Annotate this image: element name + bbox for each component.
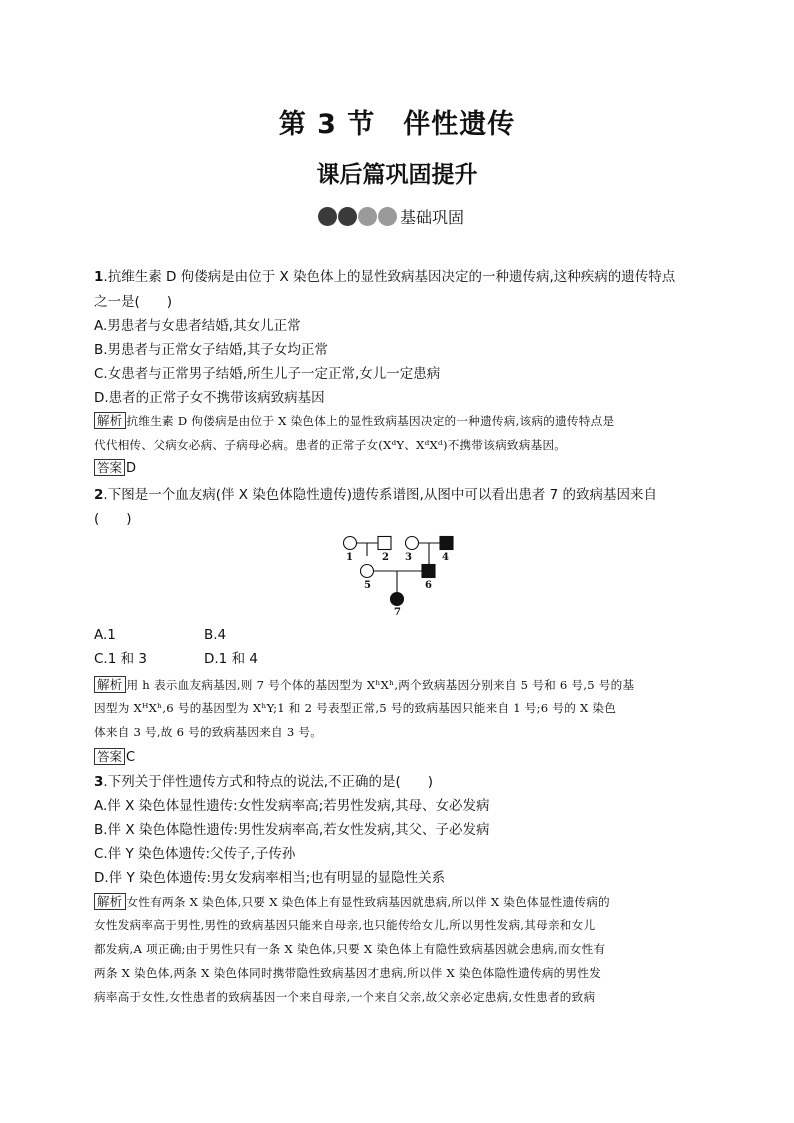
level-dot-icon <box>318 207 337 226</box>
answer-value: C <box>126 750 136 765</box>
answer-tag: 答案 <box>94 748 125 765</box>
answer-tag: 答案 <box>94 459 125 476</box>
question-text: .下图是一个血友病(伴 X 染色体隐性遗传)遗传系谱图,从图中可以看出患者 7 的致病基因来自 <box>103 487 658 503</box>
q1-option-c: C.女患者与正常男子结婚,所生儿子一定正常,女儿一定患病 <box>94 366 441 382</box>
q1-option-d: D.患者的正常子女不携带该病致病基因 <box>94 390 325 406</box>
q1-answer <box>94 459 136 477</box>
explanation-tag: 解析 <box>94 412 126 429</box>
pedigree-chart <box>336 532 466 616</box>
q3-explanation-line: 解析 女性有两条 X 染色体,只要 X 染色体上有显性致病基因就患病,所以伴 X 染色体显性遗传病的 <box>94 893 610 910</box>
pedigree-label: 6 <box>425 580 432 591</box>
pedigree-label: 7 <box>394 607 401 616</box>
q1-explanation-line: 代代相传、父病女必病、子病母必病。患者的正常子女(XᵈY、XᵈXᵈ)不携带该病致病基因。 <box>94 438 567 452</box>
q1-option-b: B.男患者与正常女子结婚,其子女均正常 <box>94 342 328 358</box>
question-number: 2 <box>94 487 104 503</box>
female-normal-icon <box>406 537 419 550</box>
section-label: 基础巩固 <box>400 207 465 227</box>
q2-explanation-line: 体来自 3 号,故 6 号的致病基因来自 3 号。 <box>94 725 323 739</box>
q1-explanation-line: 解析 抗维生素 D 佝偻病是由位于 X 染色体上的显性致病基因决定的一种遗传病,该病的遗传特点是 <box>94 412 614 429</box>
level-dot-icon <box>358 207 377 226</box>
question-text: .下列关于伴性遗传方式和特点的说法,不正确的是( ) <box>103 774 434 790</box>
q3-option-b: B.伴 X 染色体隐性遗传:男性发病率高,若女性发病,其父、子必发病 <box>94 822 490 838</box>
question-2-stem <box>94 486 657 504</box>
pedigree-label: 3 <box>405 552 412 563</box>
q3-explanation-line: 两条 X 染色体,两条 X 染色体同时携带隐性致病基因才患病,所以伴 X 染色体隐性遗传病的男性发 <box>94 966 602 980</box>
question-3-stem <box>94 773 433 791</box>
male-normal-icon <box>378 537 391 550</box>
question-1-stem-cont: 之一是( ) <box>94 294 173 310</box>
q2-option-b: B.4 <box>204 627 227 643</box>
question-2-stem-cont: ( ) <box>94 511 132 527</box>
q2-explanation-line: 解析 用 h 表示血友病基因,则 7 号个体的基因型为 XʰXʰ,两个致病基因分别来自 5 号和 6 号,5 号的基 <box>94 676 634 693</box>
pedigree-label: 1 <box>346 552 353 563</box>
q2-option-a: A.1 <box>94 627 116 643</box>
q2-option-d: D.1 和 4 <box>204 651 258 667</box>
q3-option-c: C.伴 Y 染色体遗传:父传子,子传孙 <box>94 846 296 862</box>
question-text: .抗维生素 D 佝偻病是由位于 X 染色体上的显性致病基因决定的一种遗传病,这种疾病的遗传特点 <box>103 269 676 285</box>
page-title: 第 3 节 伴性遗传 <box>278 109 516 140</box>
question-number: 3 <box>94 774 104 790</box>
level-dot-icon <box>378 207 397 226</box>
q3-explanation-line: 病率高于女性,女性患者的致病基因一个来自母亲,一个来自父亲,故父亲必定患病,女性患者的致病 <box>94 990 596 1004</box>
q3-explanation-line: 女性发病率高于男性,男性的致病基因只能来自母亲,也只能传给女儿,所以男性发病,其母亲和女儿 <box>94 918 596 932</box>
page-subtitle: 课后篇巩固提升 <box>316 162 478 188</box>
pedigree-label: 2 <box>382 552 389 563</box>
q1-option-a: A.男患者与女患者结婚,其女儿正常 <box>94 318 301 334</box>
male-affected-icon <box>422 565 435 578</box>
pedigree-label: 5 <box>364 580 371 591</box>
explanation-tag: 解析 <box>94 676 126 693</box>
answer-value: D <box>126 461 137 476</box>
question-number: 1 <box>94 269 104 285</box>
male-affected-icon <box>440 537 453 550</box>
q2-answer <box>94 748 135 766</box>
explanation-tag: 解析 <box>94 893 126 910</box>
female-affected-icon <box>391 593 404 606</box>
q2-option-c: C.1 和 3 <box>94 651 147 667</box>
female-normal-icon <box>361 565 374 578</box>
q3-option-a: A.伴 X 染色体显性遗传:女性发病率高;若男性发病,其母、女必发病 <box>94 798 490 814</box>
q2-explanation-line: 因型为 XᴴXʰ,6 号的基因型为 XʰY;1 和 2 号表型正常,5 号的致病基因只能来自 1 号;6 号的 X 染色 <box>94 701 617 715</box>
q3-explanation-line: 都发病,A 项正确;由于男性只有一条 X 染色体,只要 X 染色体上有隐性致病基因就会患病,而女性有 <box>94 942 606 956</box>
question-1-stem <box>94 268 675 286</box>
section-header <box>318 204 464 228</box>
q3-option-d: D.伴 Y 染色体遗传:男女发病率相当;也有明显的显隐性关系 <box>94 870 446 886</box>
level-dot-icon <box>338 207 357 226</box>
pedigree-label: 4 <box>442 552 449 563</box>
female-normal-icon <box>344 537 357 550</box>
